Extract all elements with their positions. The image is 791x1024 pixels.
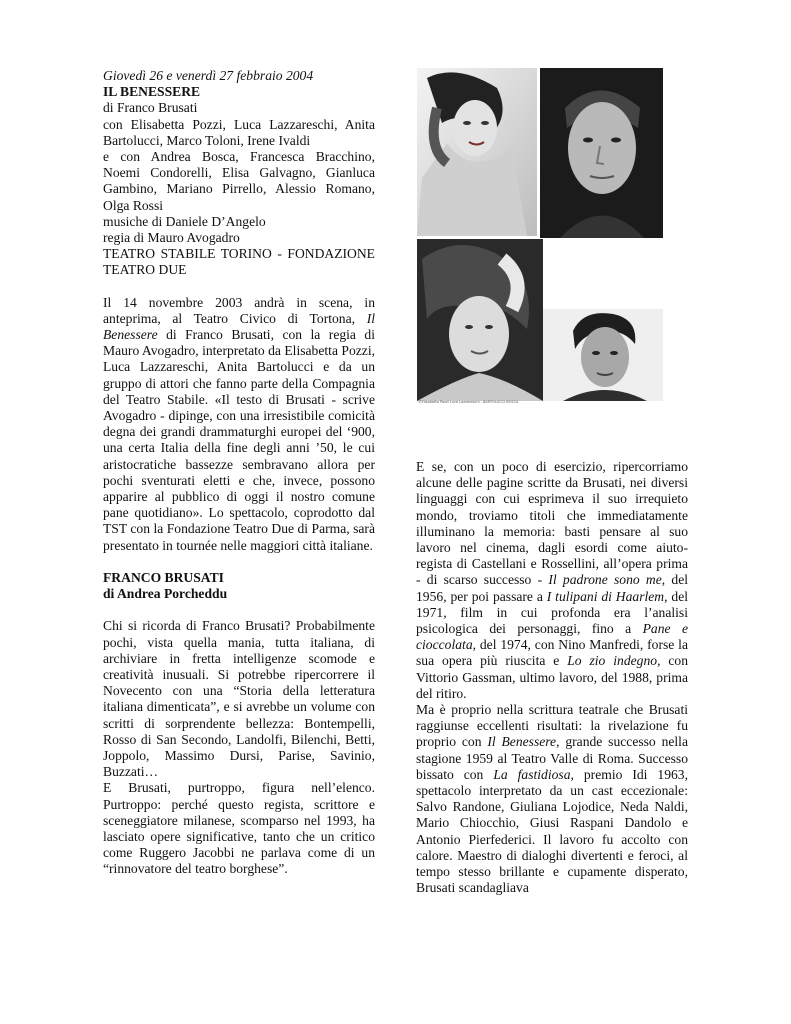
- article-byline: di Andrea Porcheddu: [103, 586, 228, 602]
- film-title: Lo zio indegno: [567, 653, 658, 669]
- article-paragraph-3: E se, con un poco di esercizio, ripercorriamo alcune delle pagine scritte da Brusati, nei diversi linguaggi con cui esprimeva il suo irrequieto mondo, troviamo titoli che immediatamente illuminano la memoria: basti pensare al suo lavoro nel cinema, dagli esordi come aiuto-regista di Castellani e Rossellini, all’opera prima - di scarso successo - Il padrone sono me, del 1956, per poi passare a I tulipani di Haarlem, del 1971, film in cui profonda era l’analisi psicologica dei personaggi, fino a Pane e cioccolata, del 1974, con Nino Manfredi, forse la sua opera più riuscita e Lo zio indegno, con Vittorio Gassman, ultimo lavoro, del 1988, prima del ritiro.: [416, 459, 689, 701]
- event-producer: TEATRO STABILE TORINO - FONDAZIONE TEATRO DUE: [103, 246, 375, 278]
- intro-paragraph: Il 14 novembre 2003 andrà in scena, in anteprima, al Teatro Civico di Tortona, Il Benessere di Franco Brusati, con la regia di Mauro Avogadro, interpretato da Elisabetta Pozzi, Luca Lazzareschi, Anita Bartolucci e da un gruppo di attori che fanno parte della Compagnia del Teatro Stabile. «Il testo di Brusati - scrive Avogadro - dipinge, con una irresistibile comicità degna dei grandi drammaturghi europei del ‘900, una certa Italia della fine degli anni ’50, le cui aristocratiche bassezze sembravano allora per pochi sventurati eletti e che, invece, possono apparire al pubblico di oggi il nostro comune pane quotidiano». Lo spettacolo, coprodotto dal TST con la Fondazione Teatro Due di Parma, sarà presentato in tournée nelle maggiori città italiane.: [103, 294, 375, 553]
- man-curly-portrait-photo: [543, 309, 663, 401]
- article-paragraph-1: Chi si ricorda di Franco Brusati? Probabilmente pochi, vista quella mania, tutta italiana, di archiviare in fretta intelligenze scomode e creatività inusuali. Si potrebbe ripercorrere il Novecento con una “Storia della letteratura italiana dimenticata”, e si avrebbe un volume con scritti di sorprendente bellezza: Bontempelli, Rosso di San Secondo, Landolfi, Bilenchi, Betti, Joppolo, Massimo Dursi, Parise, Savinio, Buzzati…: [103, 618, 375, 780]
- article-paragraph-4: Ma è proprio nella scrittura teatrale che Brusati raggiunse eccellenti risultati: la rivelazione fu proprio con Il Benessere, grande successo nella stagione 1959 al Teatro Valle di Roma. Successo bissato con La fastidiosa, premio Idi 1963, spettacolo interpretato da un cast eccezionale: Salvo Randone, Giuliana Lojodice, Neda Naldi, Mario Chiocchio, Giusi Raspani Dandolo e Antonio Pierfederici. Il lavoro fu accolto con calore. Maestro di dialoghi divertenti e feroci, al tempo stesso brillante e cupamente disperato, Brusati scandagliava: [416, 702, 688, 896]
- article-heading: FRANCO BRUSATI: [103, 569, 224, 585]
- left-column: [103, 68, 375, 878]
- event-title: IL BENESSERE: [103, 84, 201, 100]
- woman-curly-portrait-photo: [417, 239, 543, 401]
- man-portrait-photo: [540, 68, 663, 238]
- photo-caption: ©Elisabetta Pozzi Luca Lazzareschi - BARTOLUCCI BOSCA: [418, 400, 519, 404]
- article-paragraph-2: E Brusati, purtroppo, figura nell’elenco. Purtroppo: perché questo regista, scrittore e sceneggiatore milanese, scomparso nel 1993, ha lasciato opere significative, tanto che un critico come Ruggero Jacobbi ne parlava come di un “rinnovatore del teatro borghese”.: [103, 780, 375, 877]
- event-cast-main: con Elisabetta Pozzi, Luca Lazzareschi, Anita Bartolucci, Marco Toloni, Irene Ivaldi: [103, 116, 375, 148]
- play-title: La fastidiosa: [493, 766, 571, 782]
- film-title: Pane e cioccolata: [416, 621, 688, 653]
- event-author: di Franco Brusati: [103, 100, 198, 116]
- film-title: Il padrone sono me: [548, 572, 662, 588]
- event-direction: regia di Mauro Avogadro: [103, 230, 240, 246]
- right-column: [416, 459, 688, 896]
- film-title: I tulipani di Haarlem: [546, 588, 665, 604]
- event-date: Giovedì 26 e venerdì 27 febbraio 2004: [103, 68, 314, 83]
- event-cast-secondary: e con Andrea Bosca, Francesca Bracchino, Noemi Condorelli, Elisa Galvagno, Gianluca Gambino, Mariano Pirrello, Alessio Romano, Olga Rossi: [103, 149, 375, 213]
- play-title: Il Benessere: [487, 734, 557, 750]
- event-music: musiche di Daniele D’Angelo: [103, 213, 266, 229]
- woman-portrait-photo: [417, 68, 537, 236]
